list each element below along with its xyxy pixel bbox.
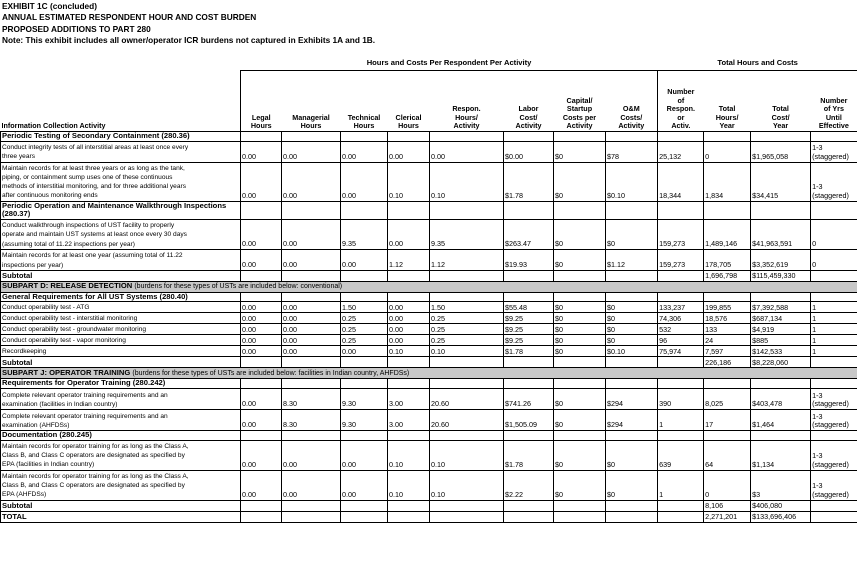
table-cell: 133,237 [658,302,704,313]
column-header: Number of Yrs Until Effective [811,71,857,132]
table-cell: $294 [606,388,658,409]
burden-table [0,57,857,523]
subtotal-cost: $406,080 [751,500,811,511]
section-row [1,379,857,389]
table-row [1,249,857,270]
table-cell: $0 [606,302,658,313]
table-cell: $0 [554,302,606,313]
table-cell: $7,392,588 [751,302,811,313]
table-cell: 0.00 [388,335,430,346]
subtotal-hours: 1,696,798 [704,270,751,281]
table-cell: 64 [704,440,751,470]
table-cell: 0.25 [341,313,388,324]
column-header: Clerical Hours [395,112,422,131]
table-cell: $0 [554,335,606,346]
table-cell: 133 [704,324,751,335]
activity-label: Complete relevant operator training requirements and an examination (AHFDSs) [1,409,241,430]
table-cell: 1-3 (staggered) [811,409,857,430]
table-cell: $1,464 [751,409,811,430]
table-cell: $1.78 [504,346,554,357]
table-cell: $9.25 [504,335,554,346]
table-cell: 0.00 [388,219,430,249]
table-cell: 0.10 [430,440,504,470]
activity-label: Conduct walkthrough inspections of UST facility to properly operate and maintain UST systems at least once every 30 days (assuming total of 11.22 inspections per year) [1,219,241,249]
table-cell: 9.35 [341,219,388,249]
table-cell: $0 [554,470,606,500]
column-header: Managerial Hours [292,112,330,131]
column-header: Legal Hours [241,71,282,132]
subpart-note: (burdens for these types of USTs are included below: facilities in Indian country, AHFDSs) [132,369,410,377]
subtotal-label: Subtotal [1,270,241,281]
table-cell: $0 [554,388,606,409]
table-cell: $0 [554,409,606,430]
activity-label: Maintain records for operator training for as long as the Class A, Class B, and Class C operators are designated as specified by EPA (facilities in Indian country) [1,440,241,470]
exhibit-note: Note: This exhibit includes all owner/operator ICR burdens not captured in Exhibits 1A and 1B. [2,35,376,46]
subtotal-label: Subtotal [1,357,241,368]
table-row [1,313,857,324]
table-cell: 0 [811,219,857,249]
activity-label: Complete relevant operator training requirements and an examination (facilities in Indian country) [1,388,241,409]
table-cell: 0.00 [341,440,388,470]
group-header-row [1,57,857,71]
table-cell: 8,025 [704,388,751,409]
table-cell: 390 [658,388,704,409]
table-cell: 25,132 [658,141,704,162]
table-cell: 0.00 [282,440,341,470]
table-cell: 0.00 [241,324,282,335]
table-cell: 1.50 [341,302,388,313]
table-cell: 18,576 [704,313,751,324]
subtotal-hours: 8,106 [704,500,751,511]
table-cell: 0.00 [341,162,388,201]
table-row [1,162,857,201]
table-cell: $2.22 [504,470,554,500]
table-cell: 159,273 [658,219,704,249]
table-cell: $1,505.09 [504,409,554,430]
activity-label: Conduct integrity tests of all interstitial areas at least once every three years [1,141,241,162]
table-row [1,324,857,335]
table-row [1,302,857,313]
table-cell: 1-3 (staggered) [811,440,857,470]
activity-label: Maintain records for at least three years or as long as the tank, piping, or containment sump uses one of these continuous methods of interstitial monitoring, and for three additional years after continuous monitoring ends [1,162,241,201]
subtotal-label: Subtotal [1,500,241,511]
table-cell: 20.60 [430,409,504,430]
table-cell: 0 [704,470,751,500]
table-cell: 0.00 [241,162,282,201]
table-cell: 0.00 [388,302,430,313]
table-cell: 3.00 [388,388,430,409]
table-cell: 0.00 [241,141,282,162]
table-cell: 0.25 [430,335,504,346]
table-cell: $142,533 [751,346,811,357]
table-cell: 0.00 [282,162,341,201]
section-label: Documentation (280.245) [1,430,241,440]
table-cell: $1,965,058 [751,141,811,162]
table-cell: 1.50 [430,302,504,313]
table-cell: 0.00 [388,324,430,335]
activity-label: Maintain records for operator training for as long as the Class A, Class B, and Class C operators are designated as specified by EPA (AHFDSs) [1,470,241,500]
subtotal-row [1,270,857,281]
table-cell: 1 [811,324,857,335]
table-cell: $41,963,591 [751,219,811,249]
table-cell: 639 [658,440,704,470]
table-cell: $0 [606,219,658,249]
table-cell: $0.10 [606,346,658,357]
table-cell: $3,352,619 [751,249,811,270]
table-cell: $687,134 [751,313,811,324]
table-cell: 1.12 [388,249,430,270]
activity-label: Conduct operability test - interstitial monitoring [1,313,241,324]
table-cell: $0 [606,313,658,324]
table-cell: 0.10 [388,162,430,201]
table-cell: $0 [554,324,606,335]
table-cell: 0.00 [241,302,282,313]
subtotal-row [1,357,857,368]
activity-label: Conduct operability test - vapor monitoring [1,335,241,346]
table-cell: 0.00 [430,141,504,162]
table-cell: $885 [751,335,811,346]
table-cell: 0.00 [241,388,282,409]
table-cell: 0.10 [430,346,504,357]
subtotal-label: TOTAL [1,511,241,522]
table-cell: 0.25 [430,313,504,324]
table-cell: 1,489,146 [704,219,751,249]
column-header: Capital/ Startup Costs per Activity [562,95,597,131]
table-cell: $741.26 [504,388,554,409]
column-header: Total Hours/ Year [715,104,739,131]
table-cell: 0.00 [282,141,341,162]
table-cell: 74,306 [658,313,704,324]
table-cell: 0.10 [430,470,504,500]
table-cell: 24 [704,335,751,346]
table-cell: 3.00 [388,409,430,430]
table-cell: 0.10 [388,346,430,357]
table-cell: 0 [704,141,751,162]
table-cell: 18,344 [658,162,704,201]
subtotal-cost: $115,459,330 [751,270,811,281]
table-cell: 0.10 [430,162,504,201]
table-row [1,409,857,430]
table-cell: 9.30 [341,388,388,409]
table-cell: 0.10 [388,440,430,470]
table-cell: 0.00 [282,313,341,324]
table-cell: $0 [606,440,658,470]
table-cell: $0 [554,346,606,357]
table-cell: 159,273 [658,249,704,270]
section-label: Periodic Testing of Secondary Containment (280.36) [1,132,241,142]
table-cell: $4,919 [751,324,811,335]
table-cell: 1-3 (staggered) [811,162,857,201]
table-cell: 0.00 [282,470,341,500]
table-cell: 1 [811,313,857,324]
table-cell: 20.60 [430,388,504,409]
table-cell: $9.25 [504,324,554,335]
subtotal-row [1,500,857,511]
table-cell: 8.30 [282,388,341,409]
table-cell: 1,834 [704,162,751,201]
table-cell: 0.00 [241,335,282,346]
table-cell: 0.00 [282,335,341,346]
table-cell: $55.48 [504,302,554,313]
table-cell: $34,415 [751,162,811,201]
section-row [1,292,857,302]
table-cell: 1 [811,335,857,346]
table-cell: 0.00 [282,219,341,249]
activity-label: Maintain records for at least one year (assuming total of 11.22 inspections per year) [1,249,241,270]
subpart-title: SUBPART D: RELEASE DETECTION [2,281,135,291]
table-cell: 1-3 (staggered) [811,141,857,162]
section-label: Periodic Operation and Maintenance Walkthrough Inspections (280.37) [1,201,241,219]
table-cell: 8.30 [282,409,341,430]
column-header: Respon. Hours/ Activity [452,104,481,131]
table-cell: 1-3 (staggered) [811,470,857,500]
table-cell: 1 [811,346,857,357]
table-cell: 178,705 [704,249,751,270]
table-cell: 1-3 (staggered) [811,388,857,409]
table-cell: 0.10 [388,470,430,500]
subpart-note: (burdens for these types of USTs are included below: conventional) [134,283,343,291]
group-per-respondent: Hours and Costs Per Respondent Per Activity [241,57,658,71]
table-cell: 0.00 [241,219,282,249]
activity-label: Conduct operability test - groundwater monitoring [1,324,241,335]
table-cell: $0.10 [606,162,658,201]
table-cell: 199,855 [704,302,751,313]
table-cell: $0 [554,313,606,324]
table-cell: $3 [751,470,811,500]
exhibit-subtitle: ANNUAL ESTIMATED RESPONDENT HOUR AND COST BURDEN [2,12,257,23]
column-header: Labor Cost/ Activity [515,104,542,131]
table-cell: $403,478 [751,388,811,409]
table-cell: $9.25 [504,313,554,324]
table-cell: $0.00 [504,141,554,162]
column-header-activity: Information Collection Activity [1,121,106,131]
exhibit-part: PROPOSED ADDITIONS TO PART 280 [2,23,151,34]
table-row [1,141,857,162]
table-row [1,219,857,249]
table-cell: 532 [658,324,704,335]
exhibit-title: EXHIBIT 1C (concluded) [2,1,97,11]
table-cell: $0 [554,141,606,162]
table-cell: 0.00 [241,346,282,357]
table-cell: 0.00 [282,346,341,357]
table-row [1,440,857,470]
exhibit-header [0,0,857,47]
table-cell: 0.00 [241,409,282,430]
table-row [1,470,857,500]
table-cell: $1.78 [504,162,554,201]
table-cell: 0.00 [388,313,430,324]
table-cell: 96 [658,335,704,346]
table-cell: 75,974 [658,346,704,357]
table-cell: 9.35 [430,219,504,249]
table-cell: $0 [554,440,606,470]
table-cell: 0.00 [282,324,341,335]
table-cell: 0.25 [341,335,388,346]
table-cell: $78 [606,141,658,162]
subtotal-cost: $8,228,060 [751,357,811,368]
table-row [1,346,857,357]
group-total: Total Hours and Costs [658,57,857,71]
column-header: Number of Respon. or Activ. [658,71,704,132]
table-cell: 0.00 [341,470,388,500]
table-cell: 0.00 [388,141,430,162]
table-cell: $0 [554,249,606,270]
table-cell: $1,134 [751,440,811,470]
table-cell: 1.12 [430,249,504,270]
table-cell: 0.00 [282,302,341,313]
table-cell: 0.00 [241,313,282,324]
table-cell: 1 [658,409,704,430]
subpart-band [1,281,857,292]
subpart-title: SUBPART J: OPERATOR TRAINING [2,367,133,377]
section-label: Requirements for Operator Training (280.242) [1,379,241,389]
activity-label: Conduct operability test - ATG [1,302,241,313]
table-row [1,335,857,346]
subpart-label [1,281,857,292]
activity-label: Recordkeeping [1,346,241,357]
section-row [1,201,857,219]
table-cell: 0 [811,249,857,270]
table-cell: 0.00 [341,141,388,162]
table-cell: $0 [606,324,658,335]
table-cell: 1 [811,302,857,313]
table-cell: $294 [606,409,658,430]
table-cell: $0 [554,219,606,249]
subtotal-cost: $133,696,406 [751,511,811,522]
subtotal-hours: 2,271,201 [704,511,751,522]
table-cell: 0.00 [241,249,282,270]
section-label: General Requirements for All UST Systems (280.40) [1,292,241,302]
table-cell: 0.00 [341,346,388,357]
section-row [1,430,857,440]
table-cell: $263.47 [504,219,554,249]
table-cell: 9.30 [341,409,388,430]
table-cell: 0.00 [241,470,282,500]
column-header: Total Cost/ Year [771,104,790,131]
table-cell: $1.78 [504,440,554,470]
total-row [1,511,857,522]
column-header: Technical Hours [347,112,381,131]
table-cell: 0.00 [282,249,341,270]
subpart-label [1,368,857,379]
table-cell: $0 [606,470,658,500]
subpart-band [1,368,857,379]
table-cell: 0.00 [341,249,388,270]
table-cell: 17 [704,409,751,430]
table-cell: 0.00 [241,440,282,470]
column-header: O&M Costs/ Activity [618,104,645,131]
section-row [1,132,857,142]
table-cell: 1 [658,470,704,500]
subtotal-hours: 226,186 [704,357,751,368]
table-cell: 0.25 [341,324,388,335]
table-cell: 7,597 [704,346,751,357]
table-cell: 0.25 [430,324,504,335]
column-header-row [1,71,857,132]
table-cell: $1.12 [606,249,658,270]
table-cell: $19.93 [504,249,554,270]
table-cell: $0 [606,335,658,346]
table-row [1,388,857,409]
table-cell: $0 [554,162,606,201]
